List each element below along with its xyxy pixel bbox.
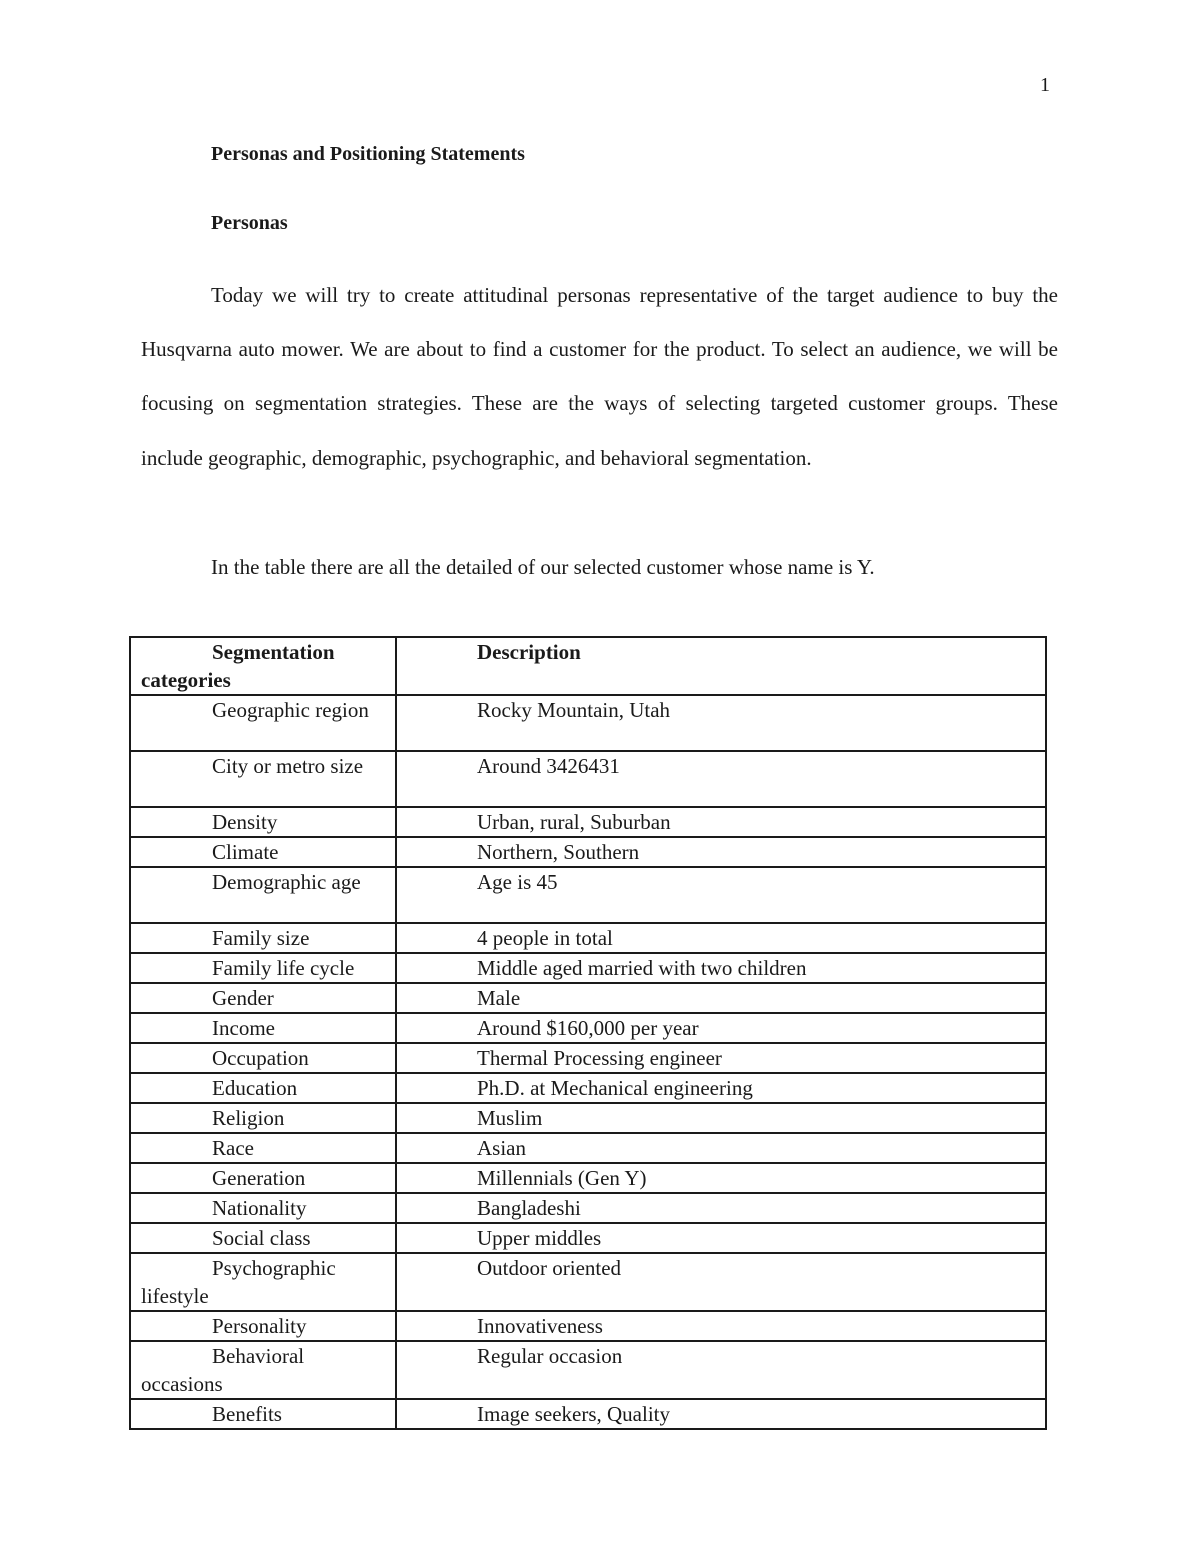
table-row — [130, 1223, 1046, 1253]
table-row — [130, 695, 1046, 751]
table-row — [130, 1399, 1046, 1429]
table-row — [130, 807, 1046, 837]
description-cell: Age is 45 — [396, 867, 1046, 923]
category-cell: Family life cycle — [130, 953, 396, 983]
table-row — [130, 867, 1046, 923]
description-cell: 4 people in total — [396, 923, 1046, 953]
description-cell: Around $160,000 per year — [396, 1013, 1046, 1043]
header-description: Description — [396, 637, 1046, 695]
category-cell: Social class — [130, 1223, 396, 1253]
category-cell: Occupation — [130, 1043, 396, 1073]
table-row — [130, 1341, 1046, 1399]
category-cell: Demographic age — [130, 867, 396, 923]
description-cell: Bangladeshi — [396, 1193, 1046, 1223]
description-cell: Male — [396, 983, 1046, 1013]
category-cell: Family size — [130, 923, 396, 953]
category-cell: Benefits — [130, 1399, 396, 1429]
category-cell: Climate — [130, 837, 396, 867]
description-cell: Asian — [396, 1133, 1046, 1163]
table-row — [130, 1311, 1046, 1341]
category-cell: Generation — [130, 1163, 396, 1193]
table-row — [130, 1133, 1046, 1163]
table-row — [130, 1163, 1046, 1193]
category-cell: Religion — [130, 1103, 396, 1133]
page-number: 1 — [1040, 74, 1050, 96]
table-row — [130, 923, 1046, 953]
section-heading-personas: Personas — [211, 212, 288, 234]
table-row — [130, 1103, 1046, 1133]
description-cell: Muslim — [396, 1103, 1046, 1133]
category-cell: Income — [130, 1013, 396, 1043]
document-title: Personas and Positioning Statements — [211, 143, 525, 165]
category-cell: Density — [130, 807, 396, 837]
table-row — [130, 1073, 1046, 1103]
table-row — [130, 1013, 1046, 1043]
description-cell: Regular occasion — [396, 1341, 1046, 1399]
description-cell: Rocky Mountain, Utah — [396, 695, 1046, 751]
body-paragraph: Today we will try to create attitudinal personas representative of the target audience to buy the Husqvarna auto mower. We are about to find a customer for the product. To select an audience, we will be focusing on segmentation strategies. These are the ways of selecting targeted customer groups. These include geographic, demographic, psychographic, and behavioral segmentation. — [141, 283, 1058, 470]
table-row — [130, 837, 1046, 867]
description-cell: Millennials (Gen Y) — [396, 1163, 1046, 1193]
header-segmentation-categories: Segmentation categories — [130, 637, 396, 695]
table-row — [130, 1043, 1046, 1073]
table-row — [130, 751, 1046, 807]
category-cell: Race — [130, 1133, 396, 1163]
table-row — [130, 1193, 1046, 1223]
description-cell: Image seekers, Quality — [396, 1399, 1046, 1429]
category-cell: Nationality — [130, 1193, 396, 1223]
description-cell: Upper middles — [396, 1223, 1046, 1253]
description-cell: Urban, rural, Suburban — [396, 807, 1046, 837]
category-cell: Gender — [130, 983, 396, 1013]
description-cell: Northern, Southern — [396, 837, 1046, 867]
table-row — [130, 983, 1046, 1013]
description-cell: Innovativeness — [396, 1311, 1046, 1341]
table-row — [130, 1253, 1046, 1311]
category-cell: Behavioral occasions — [130, 1341, 396, 1399]
description-cell: Around 3426431 — [396, 751, 1046, 807]
table-intro-sentence: In the table there are all the detailed of our selected customer whose name is Y. — [211, 555, 875, 579]
description-cell: Ph.D. at Mechanical engineering — [396, 1073, 1046, 1103]
category-cell: Personality — [130, 1311, 396, 1341]
description-cell: Middle aged married with two children — [396, 953, 1046, 983]
table-header-row — [130, 637, 1046, 695]
table-row — [130, 953, 1046, 983]
description-cell: Thermal Processing engineer — [396, 1043, 1046, 1073]
category-cell: Geographic region — [130, 695, 396, 751]
segmentation-table — [129, 636, 1047, 1430]
category-cell: Education — [130, 1073, 396, 1103]
category-cell: Psychographic lifestyle — [130, 1253, 396, 1311]
description-cell: Outdoor oriented — [396, 1253, 1046, 1311]
category-cell: City or metro size — [130, 751, 396, 807]
